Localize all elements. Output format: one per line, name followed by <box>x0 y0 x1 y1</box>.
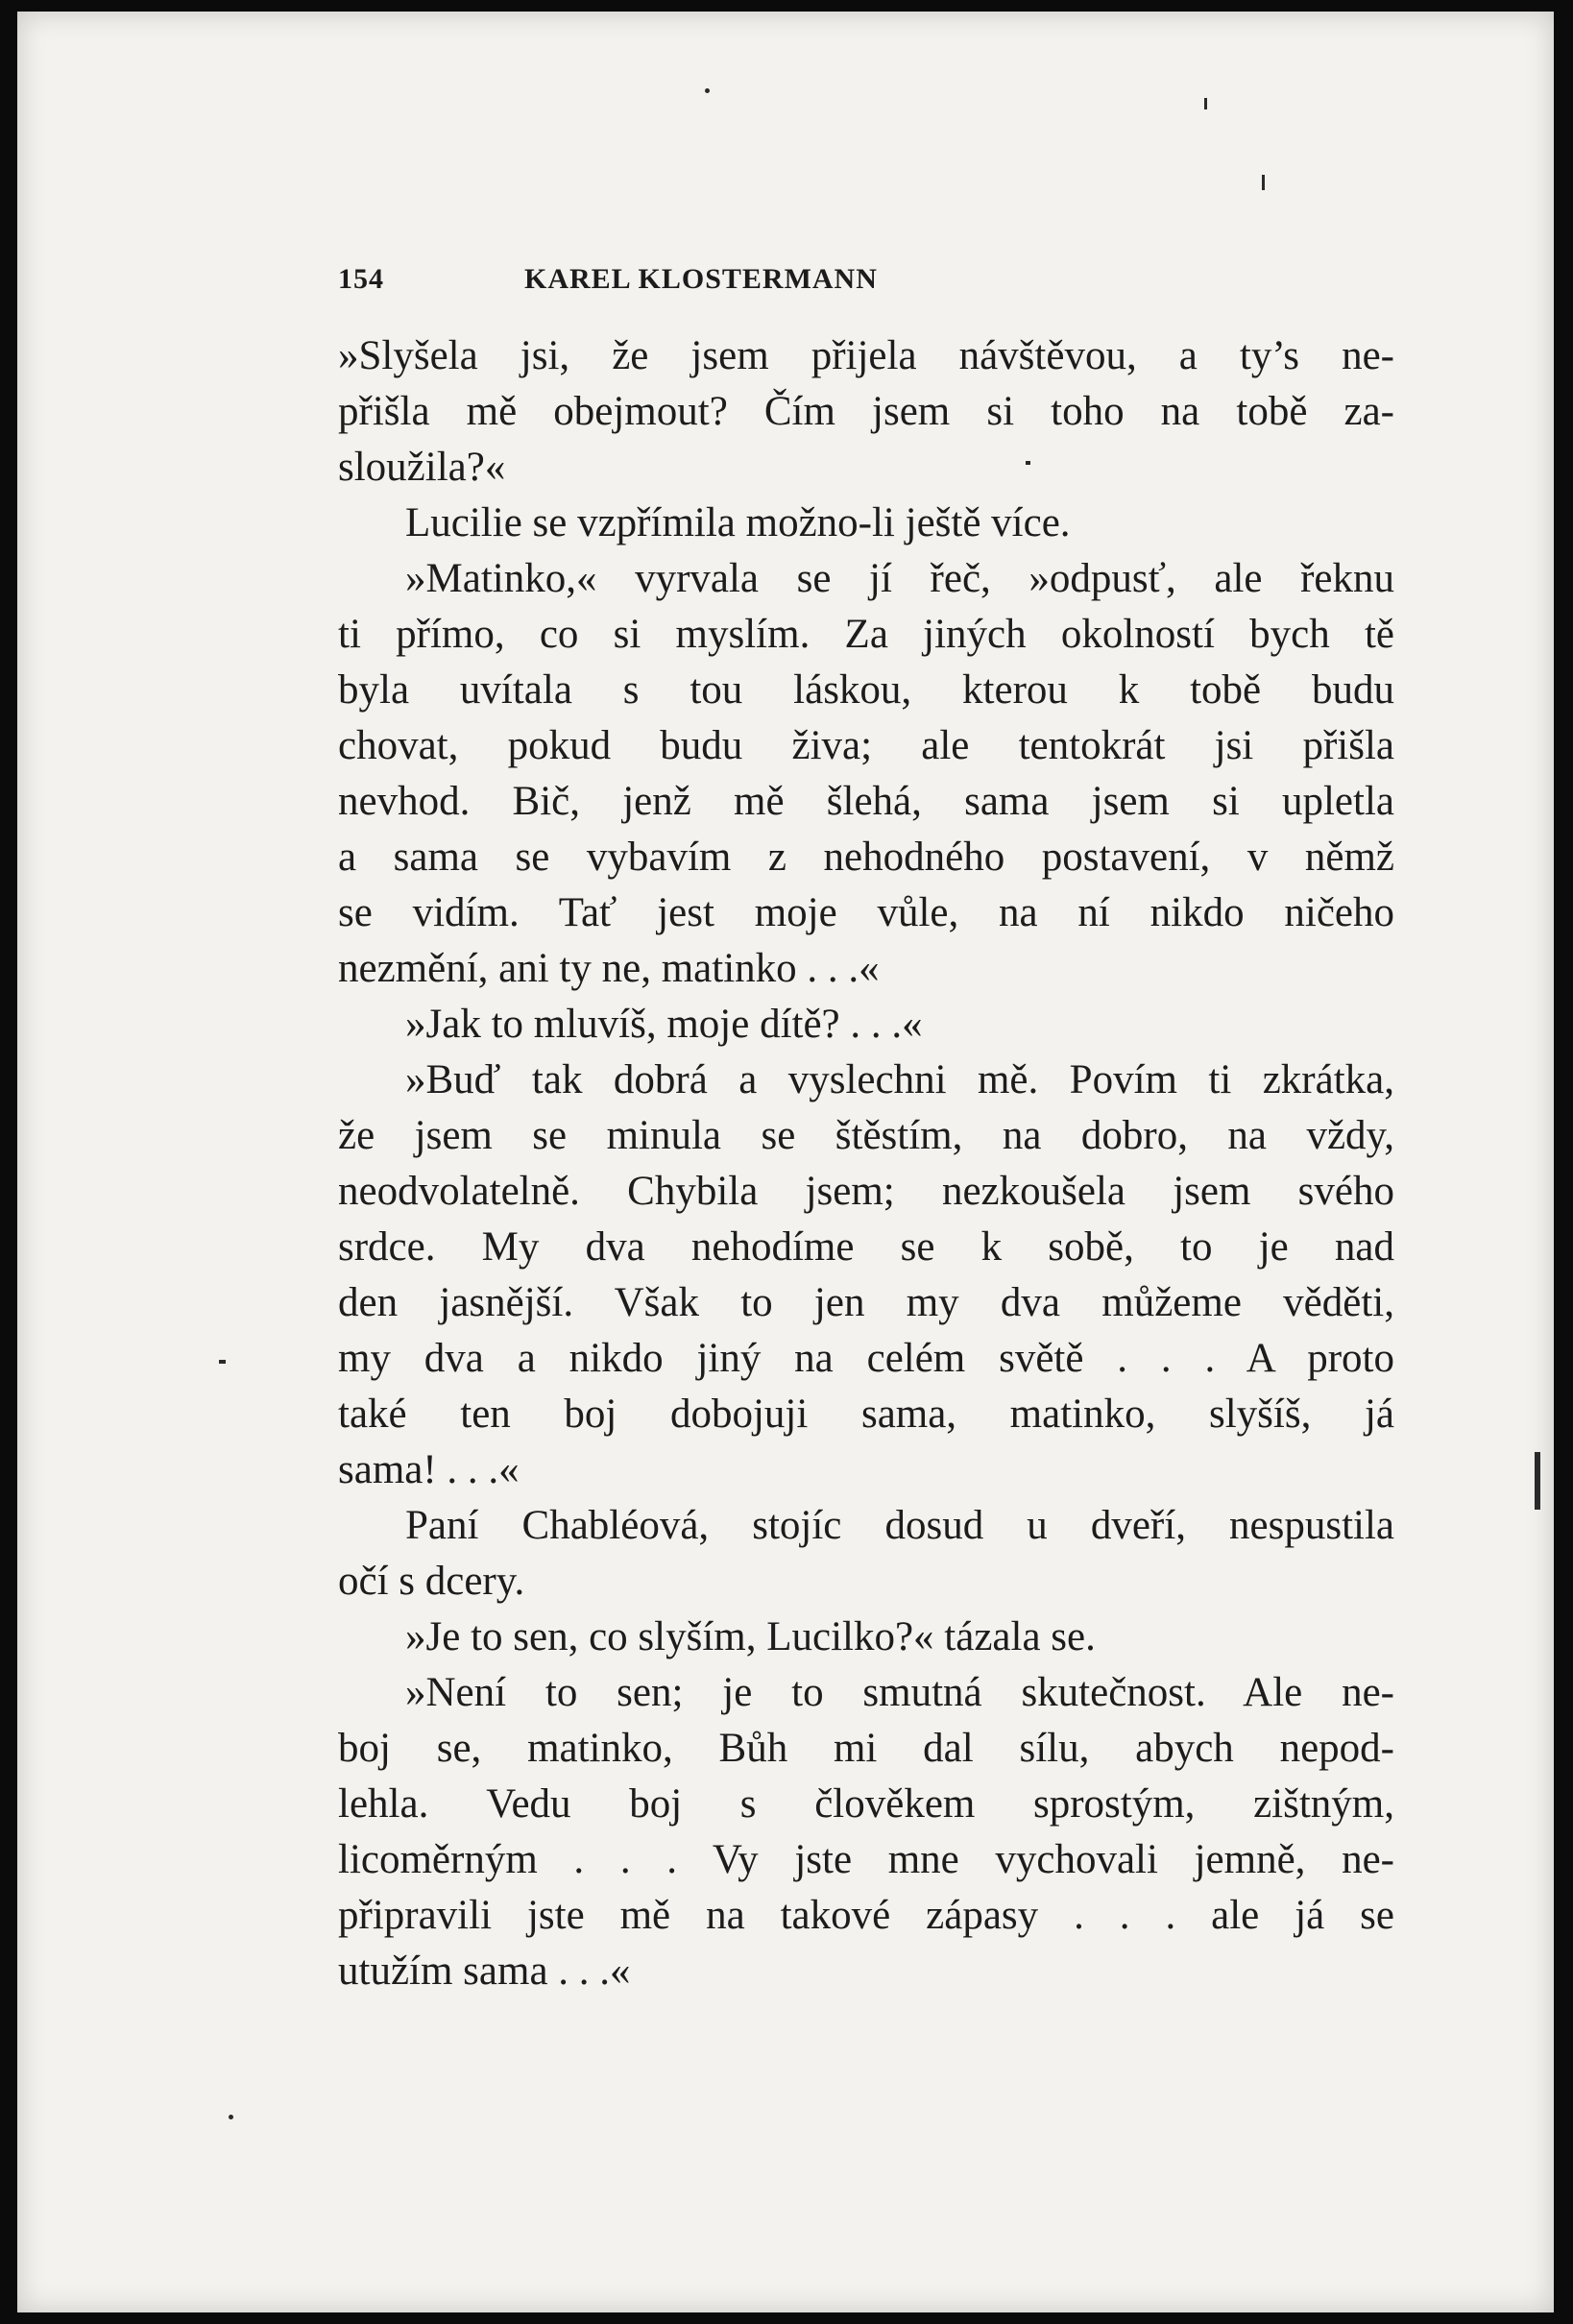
text-line: »Není to sen; je to smutná skutečnost. Ale ne- <box>405 1670 1394 1715</box>
text-line: boj se, matinko, Bůh mi dal sílu, abych nepod- <box>338 1726 1394 1771</box>
text-line: sama! . . .« <box>338 1447 520 1492</box>
text-line: srdce. My dva nehodíme se k sobě, to je nad <box>338 1224 1394 1270</box>
text-line: nevhod. Bič, jenž mě šlehá, sama jsem si upletla <box>338 779 1394 824</box>
text-line: očí s dcery. <box>338 1559 525 1604</box>
text-line: lehla. Vedu boj s člověkem sprostým, zištným, <box>338 1781 1394 1827</box>
text-line: se vidím. Tať jest moje vůle, na ní nikdo ničeho <box>338 890 1394 935</box>
scan-speck <box>705 88 710 93</box>
text-line: neodvolatelně. Chybila jsem; nezkoušela jsem svého <box>338 1169 1394 1214</box>
text-line: ti přímo, co si myslím. Za jiných okolností bych tě <box>338 612 1394 657</box>
scan-speck <box>229 2115 233 2119</box>
text-line: byla uvítala s tou láskou, kterou k tobě budu <box>338 667 1394 713</box>
text-line: připravili jste mě na takové zápasy . . . ale já se <box>338 1893 1394 1938</box>
text-line: »Jak to mluvíš, moje dítě? . . .« <box>405 1002 923 1047</box>
text-line: »Matinko,« vyrvala se jí řeč, »odpusť, ale řeknu <box>405 556 1394 601</box>
text-line: Paní Chabléová, stojíc dosud u dveří, nespustila <box>405 1503 1394 1548</box>
text-line: že jsem se minula se štěstím, na dobro, na vždy, <box>338 1113 1394 1158</box>
body-text <box>338 328 1394 1999</box>
running-title: KAREL KLOSTERMANN <box>524 263 878 295</box>
page-content <box>338 263 1394 1999</box>
text-line: nezmění, ani ty ne, matinko . . .« <box>338 946 880 991</box>
text-line: a sama se vybavím z nehodného postavení, v němž <box>338 835 1394 880</box>
text-line: my dva a nikdo jiný na celém světě . . . A proto <box>338 1336 1394 1381</box>
scan-speck <box>1262 175 1265 190</box>
text-line: Lucilie se vzpřímila možno-li ještě více. <box>405 500 1071 545</box>
book-page <box>17 12 1554 2312</box>
text-line: »Slyšela jsi, že jsem přijela návštěvou, a ty’s ne- <box>338 333 1394 378</box>
scan-speck <box>1204 98 1207 109</box>
text-line: den jasnější. Však to jen my dva můžeme věděti, <box>338 1280 1394 1325</box>
text-line: chovat, pokud budu živa; ale tentokrát jsi přišla <box>338 723 1394 768</box>
running-head <box>338 263 1394 296</box>
text-line: přišla mě obejmout? Čím jsem si toho na tobě za- <box>338 389 1394 434</box>
text-line: »Je to sen, co slyším, Lucilko?« tázala se. <box>405 1614 1096 1659</box>
text-line: utužím sama . . .« <box>338 1949 631 1994</box>
text-line: licoměrným . . . Vy jste mne vychovali jemně, ne- <box>338 1837 1394 1882</box>
text-line: sloužila?« <box>338 445 506 490</box>
scan-speck <box>1535 1452 1540 1510</box>
page-number: 154 <box>338 263 384 295</box>
scan-speck <box>219 1360 226 1364</box>
text-line: »Buď tak dobrá a vyslechni mě. Povím ti zkrátka, <box>405 1057 1394 1102</box>
text-line: také ten boj dobojuji sama, matinko, slyšíš, já <box>338 1392 1394 1437</box>
